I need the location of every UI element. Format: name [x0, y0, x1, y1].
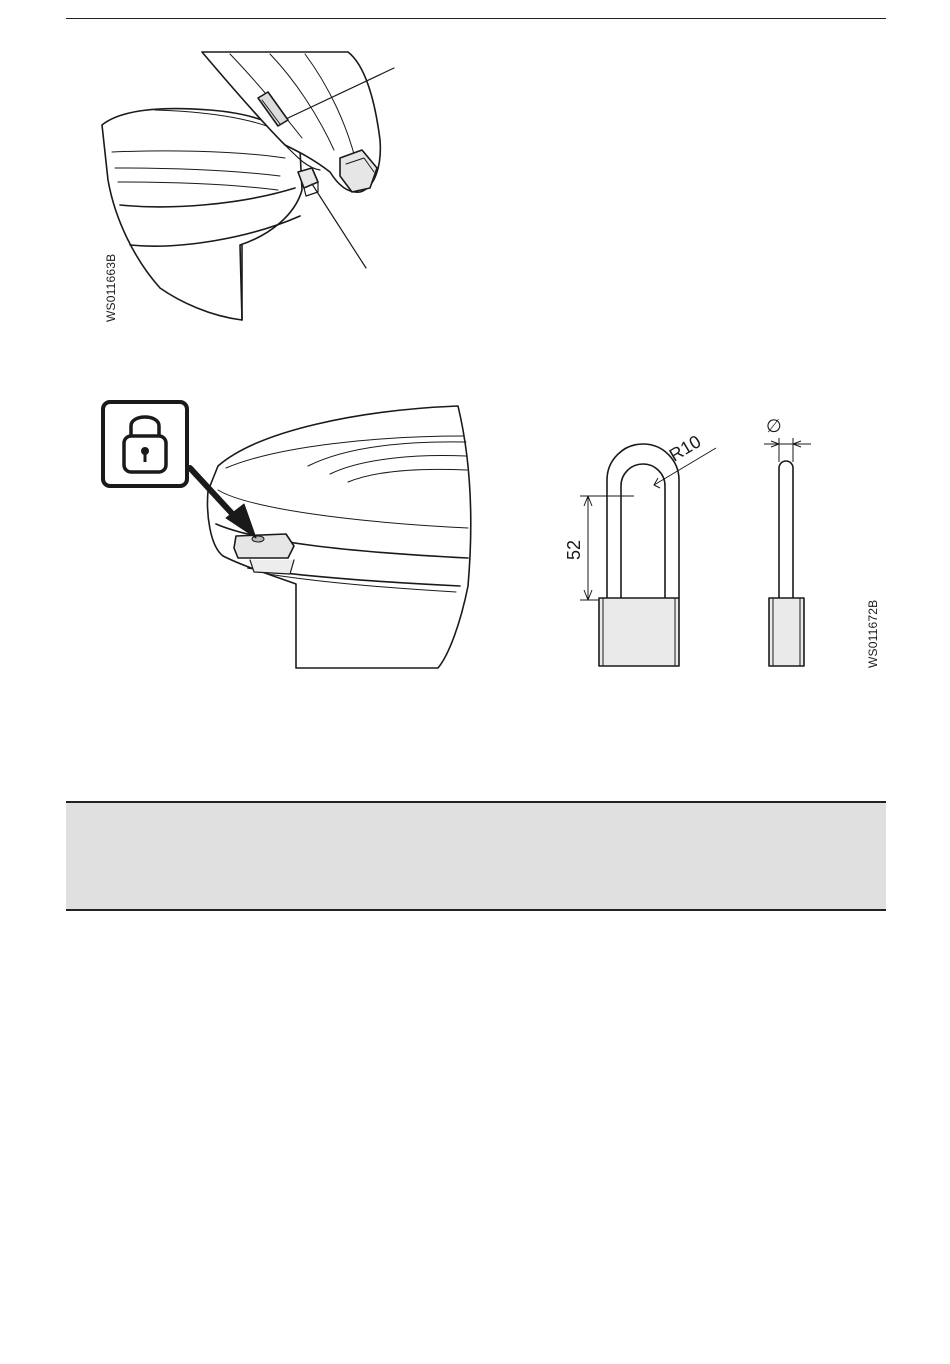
padlock-icon	[103, 402, 187, 486]
figure-1-code: WS011663B	[104, 253, 118, 322]
top-rule	[66, 18, 886, 19]
figure-lock-eye	[98, 396, 478, 672]
figure-lid-latch	[90, 40, 420, 330]
figure-2-code: WS011672B	[866, 599, 880, 668]
dim-height-label: 52	[564, 539, 584, 560]
note-box	[66, 801, 886, 911]
figure-padlock-dimensions	[556, 412, 826, 674]
dim-radius-label: R10	[665, 431, 705, 466]
dim-diameter-label: ∅	[766, 416, 782, 436]
